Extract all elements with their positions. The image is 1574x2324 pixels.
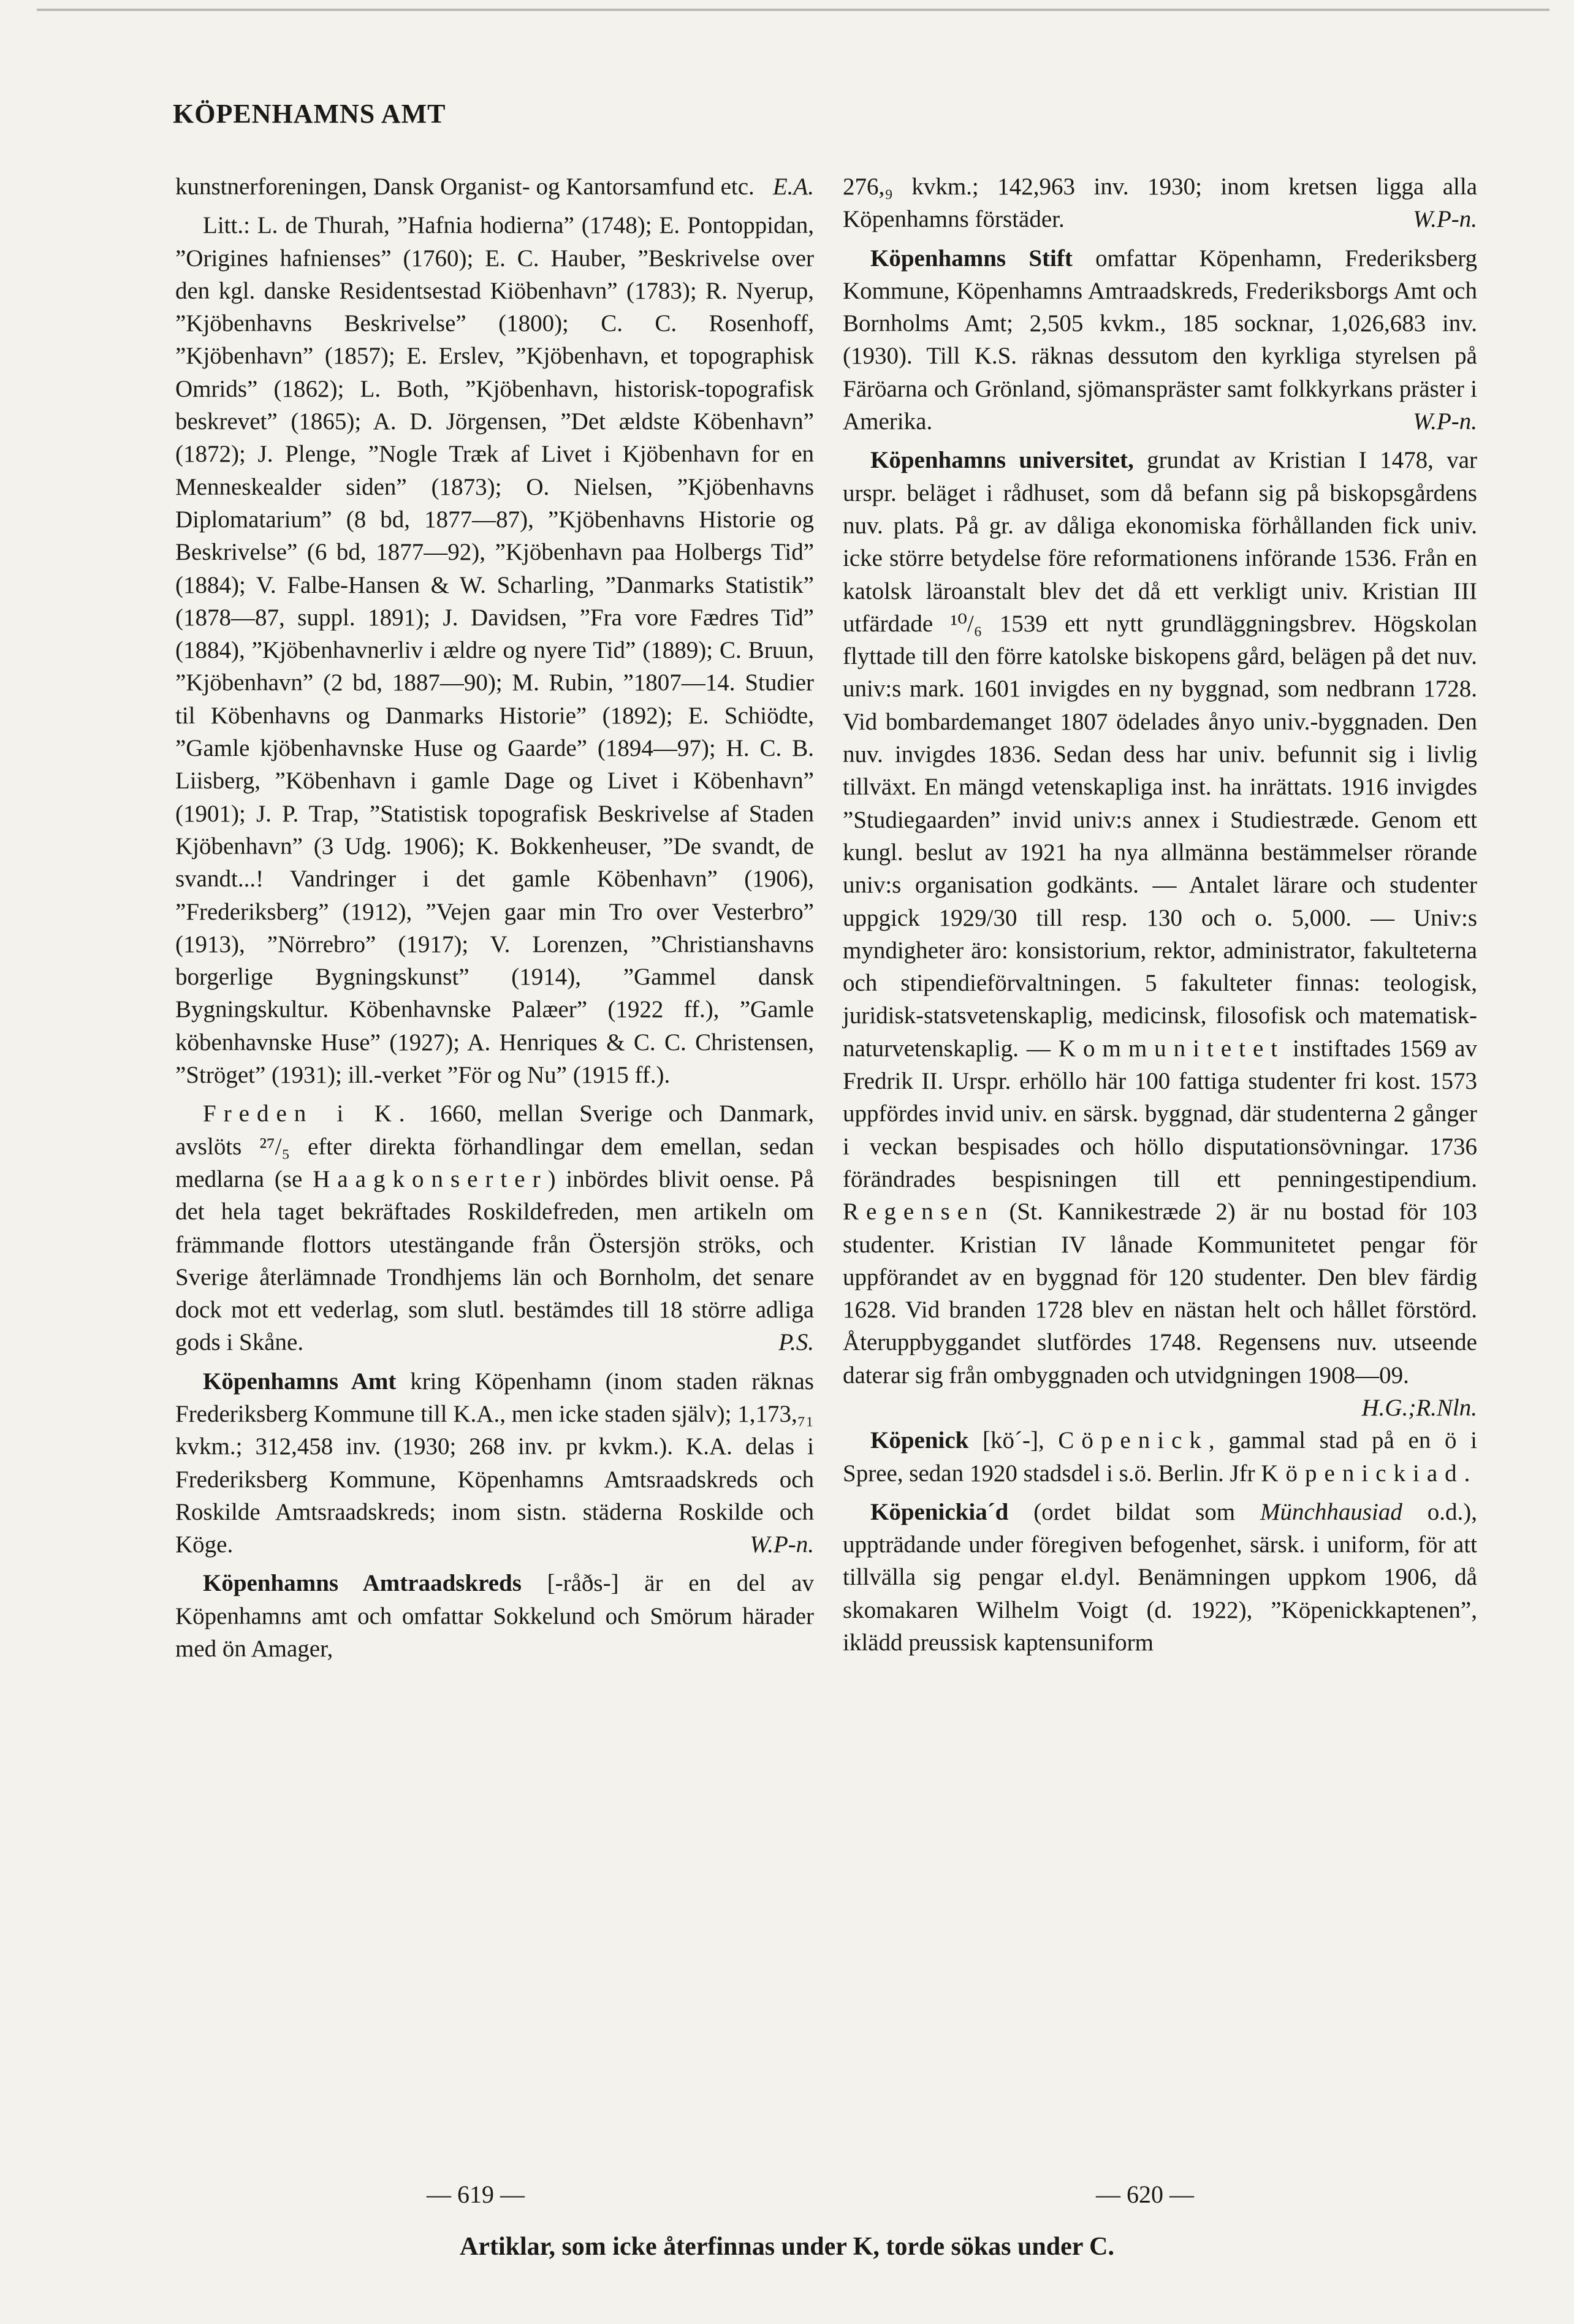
entry-text: .: [1464, 1460, 1470, 1487]
top-rule: [37, 9, 1549, 11]
entry-paragraph: [843, 242, 1477, 438]
entry-text: , gammal stad på en ö i Spree, sedan 1920 stadsdel i s.ö. Berlin. Jfr: [843, 1427, 1478, 1487]
left-column: [175, 170, 814, 1671]
author-signature: P.S.: [778, 1329, 814, 1356]
entry-text: instiftades 1569 av Fredrik II. Urspr. erhöllo här 100 fattiga studenter fri kost. 1573 uppfördes invid univ. en särsk. byggnad, där studenterna 2 gånger i veckan bespisades och höllo disputationsövningar. 1736 förändrades bespisningen till ett penningestipendium.: [843, 1035, 1477, 1192]
entry-paragraph: [843, 1424, 1477, 1490]
page-number-left: — 619 —: [427, 2181, 525, 2208]
entry-text: kring Köpenhamn (inom staden räknas Frederiksberg Kommune till K.A., men icke staden själv); 1,173,₇₁ kvkm.; 312,458 inv. (1930; 268 inv. pr kvkm.). K.A. delas i Frederiksberg Kommune, Köpenhamns Amtsraadskreds och Roskilde Amtsraadskreds; inom sistn. städerna Roskilde och Köge.: [175, 1368, 814, 1558]
entry-text: [-råðs-] är en del av Köpenhamns amt och omfattar Sokkelund och Smörum härader med ön Amager,: [175, 1570, 814, 1663]
entry-paragraph: [843, 444, 1478, 1421]
entry-text: (ordet bildat som: [1008, 1498, 1261, 1525]
cross-reference: Köpenickiad: [1261, 1460, 1464, 1487]
entry-headword: Köpenhamns Stift: [870, 245, 1073, 272]
entry-paragraph: [175, 1567, 814, 1665]
entry-text: 1660, mellan Sverige och Danmark, avslöts ²⁷/₅ efter direkta förhandlingar dem emellan, sedan medlarna (se: [175, 1100, 814, 1192]
cross-reference: Haagkonserter: [313, 1165, 548, 1192]
entry-headword: Köpenick: [870, 1427, 969, 1454]
running-head: KÖPENHAMNS AMT: [173, 99, 446, 129]
entry-paragraph: [175, 1365, 814, 1561]
entry-spaced-term: Regensen: [843, 1198, 995, 1225]
entry-paragraph: [175, 170, 814, 203]
entry-paragraph: [175, 1097, 814, 1358]
entry-headword: Köpenhamns Amt: [203, 1368, 397, 1395]
entry-text: [kö´-],: [968, 1427, 1059, 1454]
entry-paragraph: [843, 170, 1477, 236]
entry-headword: Köpenickia´d: [870, 1498, 1009, 1525]
literature-paragraph: Litt.: L. de Thurah, ”Hafnia hodierna” (1748); E. Pontoppidan, ”Origines hafnienses” (1760); E. C. Hauber, ”Beskrivelse over den kgl. danske Residentsestad Kiöbenhavn” (1783); R. Nyerup, ”Kjöbenhavns Beskrivelse” (1800); C. C. Rosenhoff, ”Kjöbenhavn” (1857); E. Erslev, ”Kjöbenhavn, et topographisk Omrids” (1862); L. Both, ”Kjöbenhavn, historisk-topografisk beskrevet” (1865); A. D. Jörgensen, ”Det ældste Köbenhavn” (1872); J. Plenge, ”Nogle Træk af Livet i Kjöbenhavn for en Menneskealder siden” (1873); O. Nielsen, ”Kjöbenhavns Diplomatarium” (8 bd, 1877—87), ”Kjöbenhavns Historie og Beskrivelse” (6 bd, 1877—92), ”Kjöbenhavn paa Holbergs Tid” (1884); V. Falbe-Hansen & W. Scharling, ”Danmarks Statistik” (1878—87, suppl. 1891); J. Davidsen, ”Fra vore Fædres Tid” (1884), ”Kjöbenhavnerliv i ældre og nyere Tid” (1889); C. Bruun, ”Kjöbenhavn” (2 bd, 1887—90); M. Rubin, ”1807—14. Studier til Köbenhavns og Danmarks Historie” (1892); E. Schiödte, ”Gamle kjöbenhavnske Huse og Gaarde” (1894—97); H. C. B. Liisberg, ”Köbenhavn i gamle Dage og Livet i Köbenhavn” (1901); J. P. Trap, ”Statistisk topografisk Beskrivelse af Staden Kjöbenhavn” (3 Udg. 1906); K. Bokkenheuser, ”De svandt, de svandt...! Vandringer i det gamle Köbenhavn” (1906), ”Frederiksberg” (1912), ”Vejen gaar min Tro over Vesterbro” (1913), ”Nörrebro” (1917); V. Lorenzen, ”Christianshavns borgerlige Bygningskunst” (1914), ”Gammel dansk Bygningskultur. Köbenhavnske Palæer” (1922 ff.), ”Gamle köbenhavnske Huse” (1927); A. Henriques & C. C. Christensen, ”Ströget” (1931); ill.-verket ”För og Nu” (1915 ff.).: [175, 212, 814, 1089]
footer-note: Artiklar, som icke återfinnas under K, torde sökas under C.: [460, 2233, 1114, 2261]
author-signature: E.A.: [772, 173, 814, 200]
entry-spaced-term: Cöpenick: [1058, 1427, 1209, 1454]
entry-paragraph: [843, 1496, 1477, 1659]
entry-text: (St. Kannikestræde 2) är nu bostad för 103 studenter. Kristian IV lånade Kommunitetet pengar för uppförandet av en byggnad för 120 studenter. Den blev färdig 1628. Vid branden 1728 blev en nästan helt och hållet förstörd. Återuppbyggandet slutfördes 1748. Regensens nuv. utseende daterar sig från ombyggnaden och utvidgningen 1908—09.: [843, 1198, 1477, 1389]
right-column: [843, 170, 1477, 1665]
entry-text: omfattar Köpenhamn, Frederiksberg Kommune, Köpenhamns Amtraadskreds, Frederiksborgs Amt och Bornholms Amt; 2,505 kvkm., 185 socknar, 1,026,683 inv. (1930). Till K.S. räknas dessutom den kyrkliga styrelsen på Färöarna och Grönland, sjömanspräster samt folkkyrkans präster i Amerika.: [843, 245, 1477, 435]
entry-text: kunstnerforeningen, Dansk Organist- og Kantorsamfund etc.: [175, 173, 755, 200]
author-signature: W.P-n.: [1413, 408, 1477, 435]
entry-text: 276,₉ kvkm.; 142,963 inv. 1930; inom kretsen ligga alla Köpenhamns förstäder.: [843, 173, 1477, 233]
entry-spaced-term: Kommunitetet: [1058, 1035, 1285, 1062]
entry-headword: Köpenhamns Amtraadskreds: [203, 1570, 522, 1597]
author-signature: W.P-n.: [750, 1531, 814, 1558]
entry-text: ) inbördes blivit oense. På det hela taget bekräftades Roskildefreden, men artikeln om främmande flottors utestängande från Östersjön ströks, och Sverige återlämnade Trondhjems län och Bornholm, det senare dock mot ett vederlag, som slutl. bestämdes till 18 större adliga gods i Skåne.: [175, 1165, 814, 1356]
entry-spaced-term: Freden i K.: [203, 1100, 413, 1127]
entry-text: o.d.), uppträdande under föregiven befogenhet, särsk. i uniform, för att tillvälla sig pengar el.dyl. Benämningen uppkom 1906, då skomakaren Wilhelm Voigt (d. 1922), ”Köpenickkaptenen”, iklädd preussisk kaptensuniform: [843, 1498, 1477, 1656]
entry-text: grundat av Kristian I 1478, var urspr. beläget i rådhuset, som då befann sig på biskopsgårdens nuv. plats. På gr. av dåliga ekonomiska förhållanden fick univ. icke större betydelse före reformationens införande 1536. Från en katolsk läroanstalt blev det då ett verkligt univ. Kristian III utfärdade ¹⁰/₆ 1539 ett nytt grundläggningsbrev. Högskolan flyttade till den förre katolske biskopens gård, belägen på det nuv. univ:s mark. 1601 invigdes en ny byggnad, som nedbrann 1728. Vid bombardemanget 1807 ödelades ånyo univ.-byggnaden. Den nuv. invigdes 1836. Sedan dess har univ. befunnit sig i livlig tillväxt. En mängd vetenskapliga inst. ha inrättats. 1916 invigdes ”Studiegaarden” invid univ:s annex i Studiestræde. Genom ett kungl. beslut av 1921 ha nya allmänna bestämmelser rörande univ:s organisation godkänts. — Antalet lärare och studenter uppgick 1929/30 till resp. 130 och o. 5,000. — Univ:s myndigheter äro: konsistorium, rektor, administrator, fakulteterna och stipendieförvaltningen. 5 fakulteter finnas: teologisk, juridisk-statsvetenskaplig, medicinsk, filosofisk och matematisk-naturvetenskaplig. —: [843, 447, 1478, 1062]
entry-headword: Köpenhamns universitet,: [870, 447, 1134, 474]
author-signature: H.G.;R.Nln.: [1361, 1394, 1477, 1421]
page-number-right: — 620 —: [1096, 2181, 1194, 2208]
entry-italic-term: Münchhausiad: [1260, 1498, 1402, 1525]
author-signature: W.P-n.: [1413, 206, 1477, 233]
